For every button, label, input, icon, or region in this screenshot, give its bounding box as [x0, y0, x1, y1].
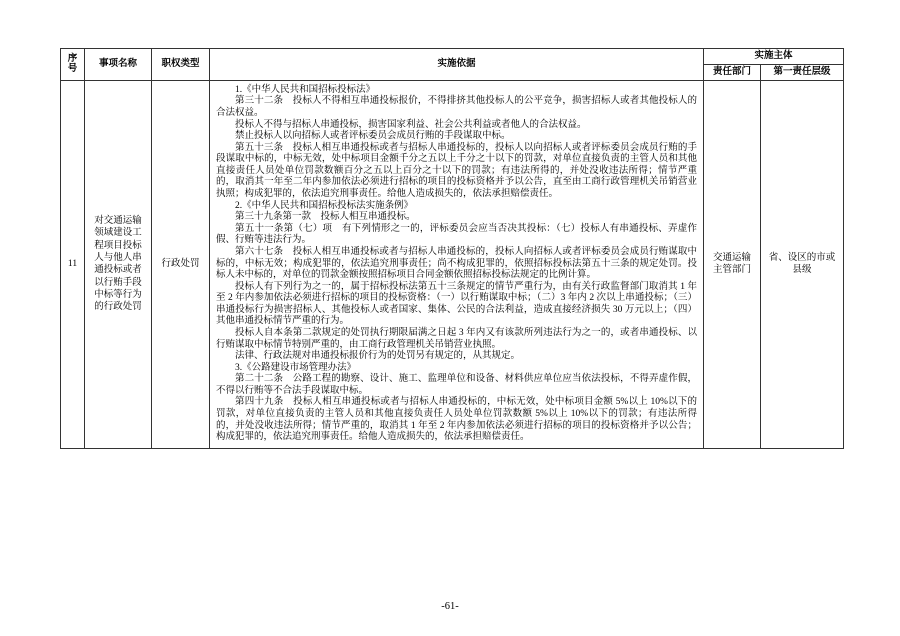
cell-seq-number: 11 [61, 80, 85, 448]
basis-paragraph: 1.《中华人民共和国招标投标法》 [235, 84, 376, 95]
header-seq-label: 序号 [67, 53, 78, 75]
basis-paragraph: 第三十二条 投标人不得相互串通投标报价，不得排挤其他投标人的公平竞争，损害招标人或者其他投标人的合法权益。 [216, 96, 697, 118]
header-first-responsibility-level: 第一责任层级 [761, 64, 844, 80]
cell-responsibility-level: 省、设区的市或县级 [761, 80, 844, 448]
basis-paragraph: 第五十一条第（七）项 有下列情形之一的，评标委员会应当否决其投标：（七）投标人有串通投标、弄虚作假、行贿等违法行为。 [216, 223, 697, 246]
header-seq [61, 49, 85, 81]
basis-paragraph-list [216, 85, 697, 444]
basis-paragraph: 第四十九条 投标人相互串通投标或者与招标人串通投标的，中标无效，处中标项目金额 5%以上 10%以下的罚款，对单位直接负责的主管人员和其他直接负责任人员处单位罚款数额 5%以上 10%以下的罚款；有违法所得的，并处没收违法所得；情节严重的，取消其 1 年至 2 年内参加依法必须进行招标的项目的投标资格并予以公告；构成犯罪的，依法追究刑事责任。给他人造成损失的，依法承担赔偿责任。 [216, 397, 697, 443]
basis-paragraph: 2.《中华人民共和国招标投标法实施条例》 [235, 200, 414, 211]
header-authority-type: 职权类型 [152, 49, 210, 81]
table-row [61, 80, 844, 448]
basis-paragraph: 投标人自本条第二款规定的处罚执行期限届满之日起 3 年内又有该款所列违法行为之一的，或者串通投标、以行贿谋取中标情节特别严重的，由工商行政管理机关吊销营业执照。 [216, 327, 697, 350]
basis-paragraph: 第六十七条 投标人相互串通投标或者与招标人串通投标的，投标人向招标人或者评标委员会成员行贿谋取中标的，中标无效；构成犯罪的，依法追究刑事责任；尚不构成犯罪的，依照招标投标法第五十三条的规定处罚。投标人未中标的，对单位的罚款金额按照招标项目合同金额依照招标投标法规定的比例计算。 [216, 246, 697, 281]
basis-paragraph: 第二十二条 公路工程的勘察、设计、施工、监理单位和设备、材料供应单位应当依法投标，不得弄虚作假，不得以行贿等不合法手段谋取中标。 [216, 374, 697, 396]
basis-paragraph: 投标人不得与招标人串通投标，损害国家利益、社会公共利益或者他人的合法权益。 [235, 119, 587, 130]
basis-paragraph: 法律、行政法规对串通投标报价行为的处罚另有规定的，从其规定。 [235, 351, 521, 362]
cell-authority-type: 行政处罚 [152, 80, 210, 448]
header-implementation-subject: 实施主体 [704, 49, 844, 65]
cell-item-name: 对交通运输领域建设工程项目投标人与他人串通投标或者以行贿手段中标等行为的行政处罚 [85, 80, 152, 448]
authority-table [60, 48, 844, 449]
header-row-1 [61, 49, 844, 65]
header-implementation-basis: 实施依据 [210, 49, 704, 81]
basis-paragraph: 禁止投标人以向招标人或者评标委员会成员行贿的手段谋取中标。 [235, 131, 511, 142]
table-wrapper [60, 48, 844, 449]
cell-implementation-basis [210, 80, 704, 448]
page-number: -61- [441, 601, 459, 612]
basis-paragraph: 3.《公路建设市场管理办法》 [235, 362, 357, 373]
cell-responsible-dept: 交通运输主管部门 [704, 80, 761, 448]
basis-paragraph: 投标人有下列行为之一的，属于招标投标法第五十三条规定的情节严重行为，由有关行政监督部门取消其 1 年至 2 年内参加依法必须进行招标的项目的投标资格：（一）以行贿谋取中标；（二）3 年内 2 次以上串通投标；（三）串通投标行为损害招标人、其他投标人或者国家、集体、公民的合法利益，造成直接经济损失 30 万元以上；（四）其他串通投标情节严重的行为。 [216, 281, 697, 327]
basis-paragraph: 第三十九条第一款 投标人相互串通投标。 [235, 212, 416, 223]
header-item-name: 事项名称 [85, 49, 152, 81]
header-responsible-dept: 责任部门 [704, 64, 761, 80]
basis-paragraph: 第五十三条 投标人相互串通投标或者与招标人串通投标的，投标人以向招标人或者评标委员会成员行贿的手段谋取中标的，中标无效，处中标项目金额千分之五以上千分之十以下的罚款，对单位直接负责的主管人员和其他直接责任人员处单位罚款数额百分之五以上百分之十以下的罚款；有违法所得的，并处没收违法所得；情节严重的，取消其一年至二年内参加依法必须进行招标的项目的投标资格并予以公告，直至由工商行政管理机关吊销营业执照；构成犯罪的，依法追究刑事责任。给他人造成损失的，依法承担赔偿责任。 [216, 142, 697, 200]
